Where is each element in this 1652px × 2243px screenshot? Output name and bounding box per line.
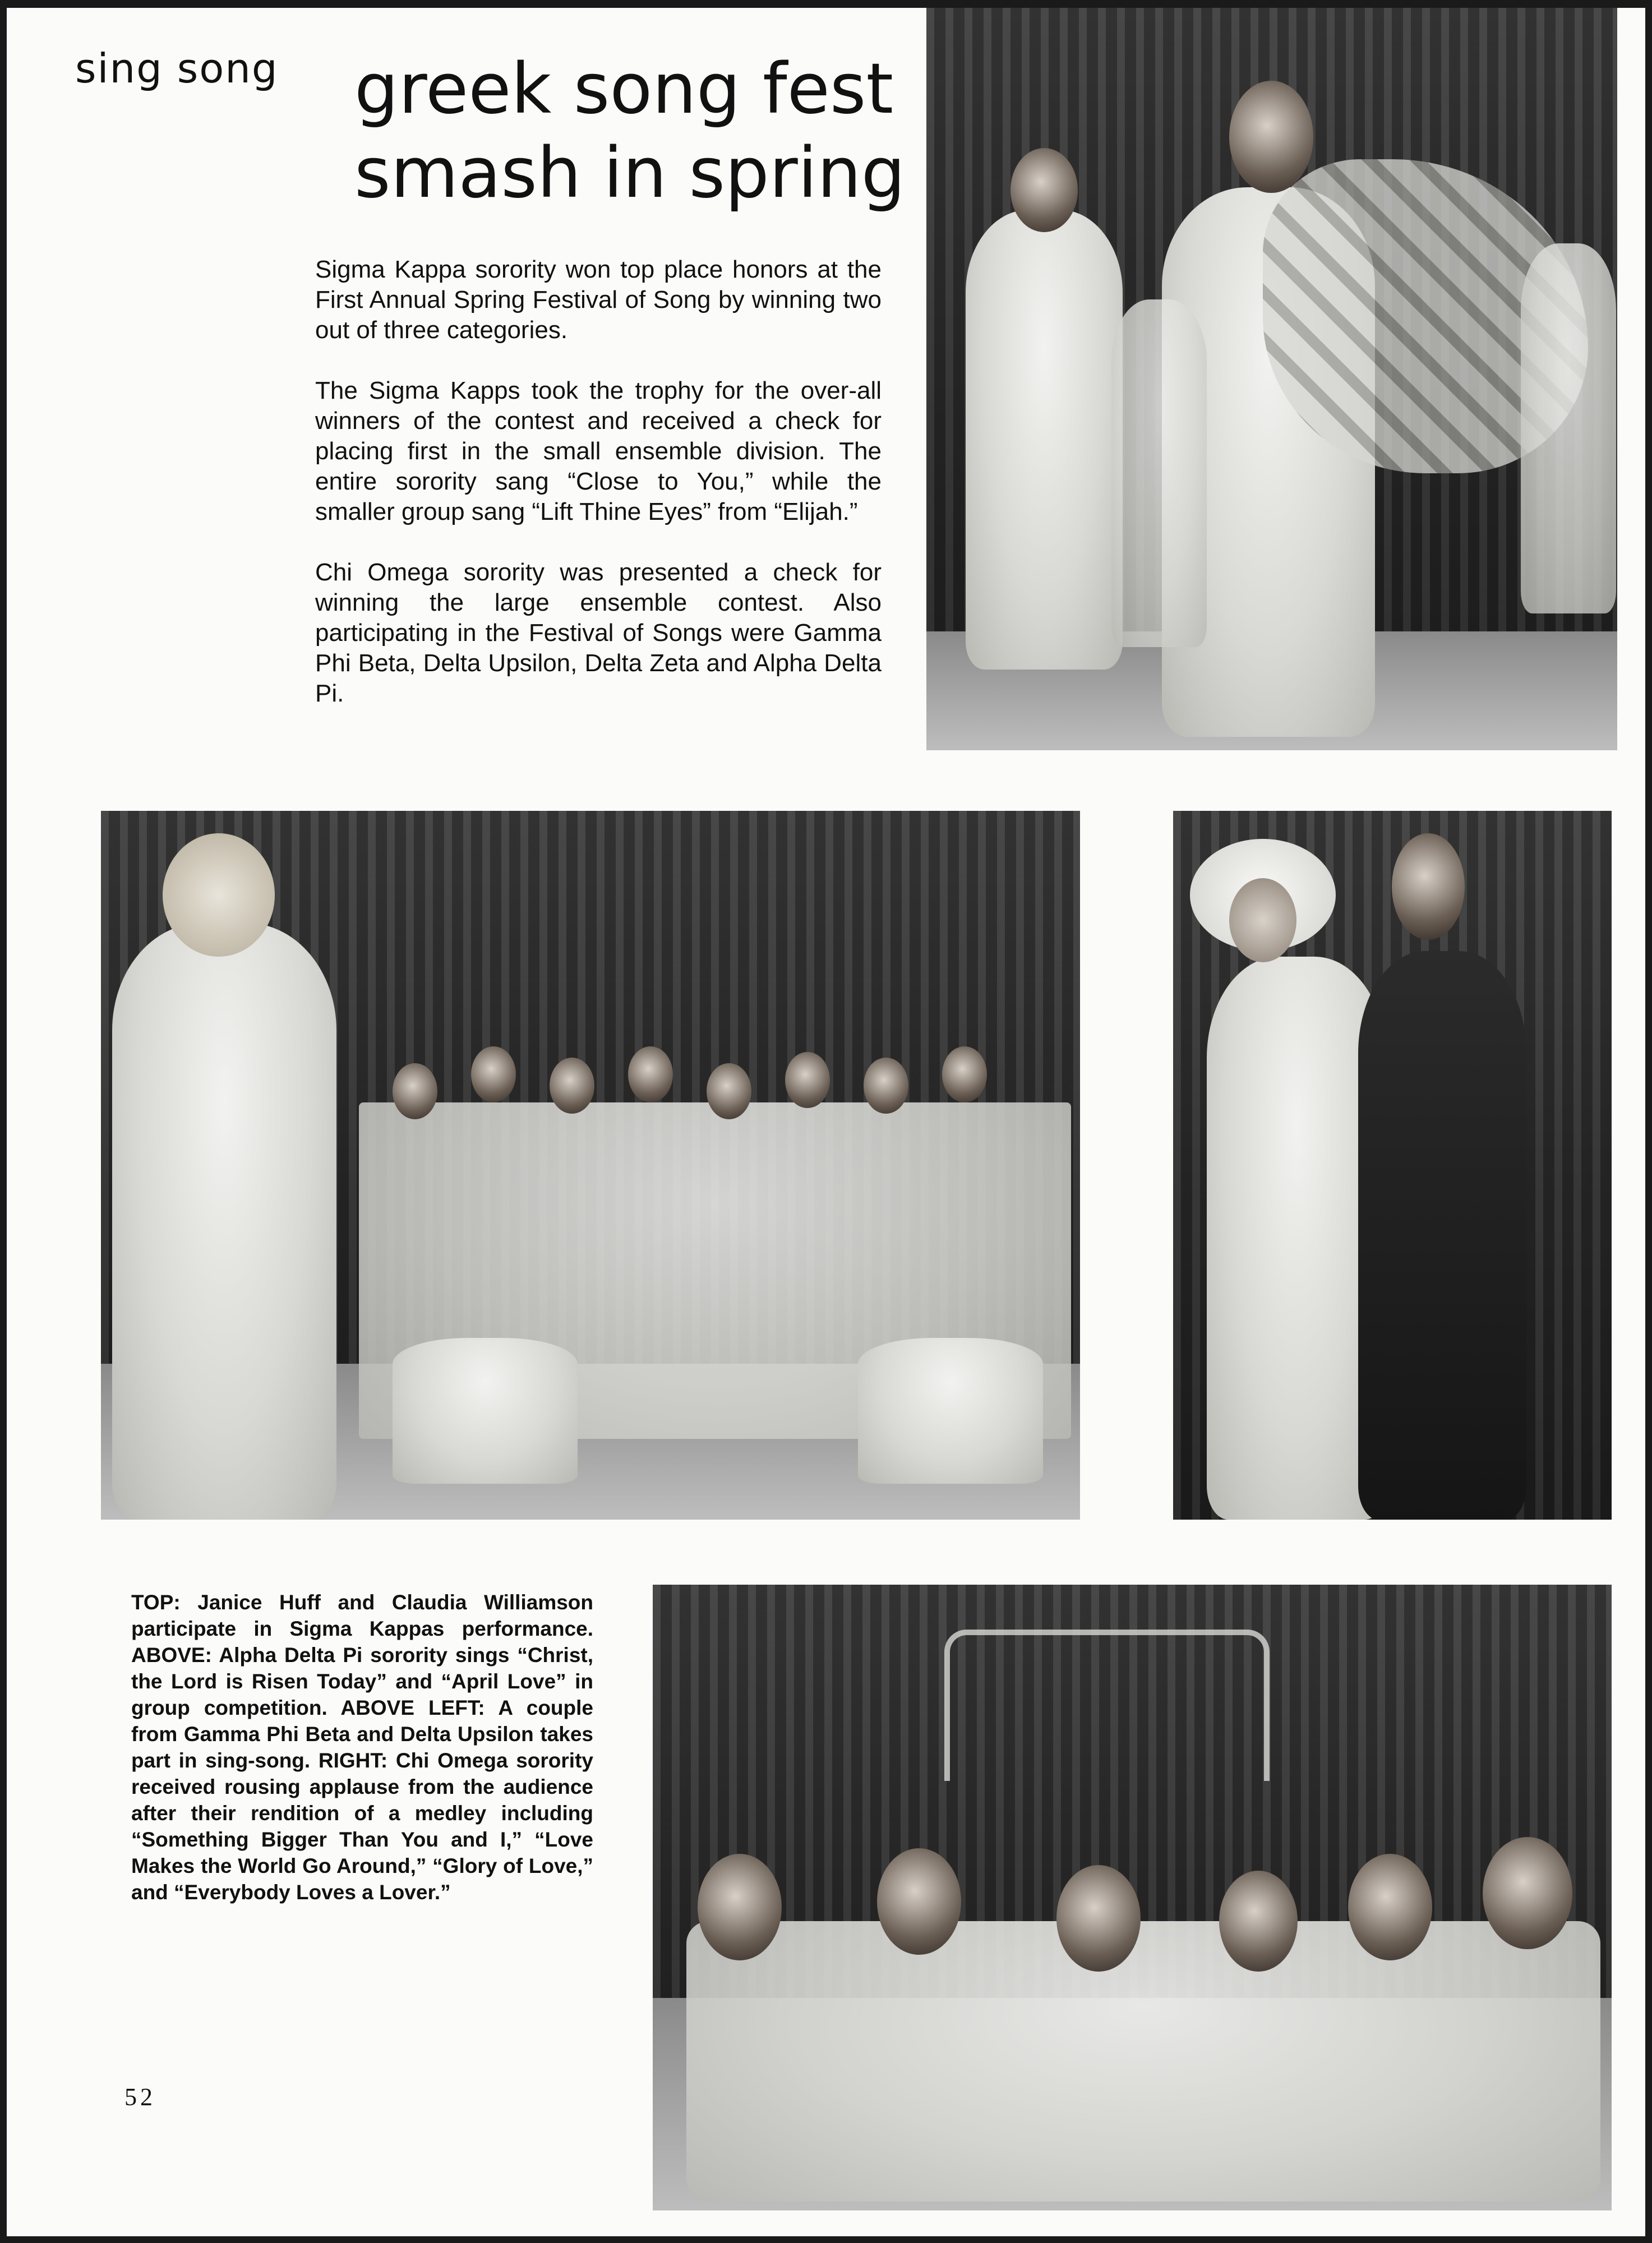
photo-sigma-kappa-performance	[926, 8, 1617, 750]
singer-head	[1219, 1871, 1298, 1972]
performer-head	[1229, 81, 1313, 193]
photo-chi-omega	[653, 1585, 1612, 2210]
gazebo-arch	[944, 1630, 1270, 1781]
photo-alpha-delta-pi-choir	[101, 811, 1080, 1520]
headline-line-2: smash in spring	[354, 133, 906, 214]
man-in-suit	[1358, 951, 1526, 1520]
woman-face	[1229, 878, 1296, 962]
conductor-figure	[112, 923, 336, 1520]
performer-figure	[1111, 299, 1207, 647]
singer-head	[1483, 1837, 1572, 1949]
performer-figure	[1521, 243, 1616, 613]
headline	[354, 47, 906, 215]
seated-singer	[858, 1338, 1043, 1484]
photo-couple-gamma-phi-beta	[1173, 811, 1612, 1520]
headline-line-1: greek song fest	[354, 49, 894, 130]
yearbook-page	[7, 8, 1645, 2236]
photo-caption: TOP: Janice Huff and Claudia Williamson participate in Sigma Kappas performance. ABOVE: Alpha Delta Pi sorority sings “Christ, the Lord is Risen Today” and “April Love” in group competition. ABOVE LEFT: A couple from Gamma Phi Beta and Delta Upsilon takes part in sing-song. RIGHT: Chi Omega sorority received rousing applause from the audience after their rendition of a medley including “Something Bigger Than You and I,” “Love Makes the World Go Around,” “Glory of Love,” and “Everybody Loves a Lover.”	[131, 1591, 593, 1904]
singer-head	[1348, 1854, 1432, 1960]
singer-head	[550, 1058, 594, 1114]
singer-head	[393, 1063, 437, 1119]
seated-singers-row	[686, 1921, 1600, 2202]
singer-head	[942, 1046, 987, 1102]
article-paragraph: Sigma Kappa sorority won top place honors at the First Annual Spring Festival of Song by winning two out of three categories.	[315, 256, 882, 344]
performer-head	[1010, 148, 1078, 232]
article-paragraph: Chi Omega sorority was presented a check for winning the large ensemble contest. Also participating in the Festival of Songs were Gamma Phi Beta, Delta Upsilon, Delta Zeta and Alpha Delta Pi.	[315, 559, 882, 707]
page-number: 52	[124, 2083, 156, 2111]
section-label: sing song	[75, 45, 279, 92]
singer-head	[471, 1046, 516, 1102]
singer-head	[785, 1052, 830, 1108]
man-face	[1392, 833, 1465, 940]
conductor-head	[163, 833, 275, 957]
performer-figure	[966, 210, 1123, 670]
singer-head	[877, 1848, 961, 1955]
singer-head	[628, 1046, 673, 1102]
singer-head	[864, 1058, 908, 1114]
singer-head	[1056, 1865, 1141, 1972]
article-body	[315, 255, 882, 739]
seated-singer	[393, 1338, 578, 1484]
article-paragraph: The Sigma Kapps took the trophy for the over-all winners of the contest and received a check for placing first in the small ensemble division. The entire sorority sang “Close to You,” while the smaller group sang “Lift Thine Eyes” from “Elijah.”	[315, 377, 882, 525]
singer-head	[698, 1854, 782, 1960]
singer-head	[707, 1063, 751, 1119]
